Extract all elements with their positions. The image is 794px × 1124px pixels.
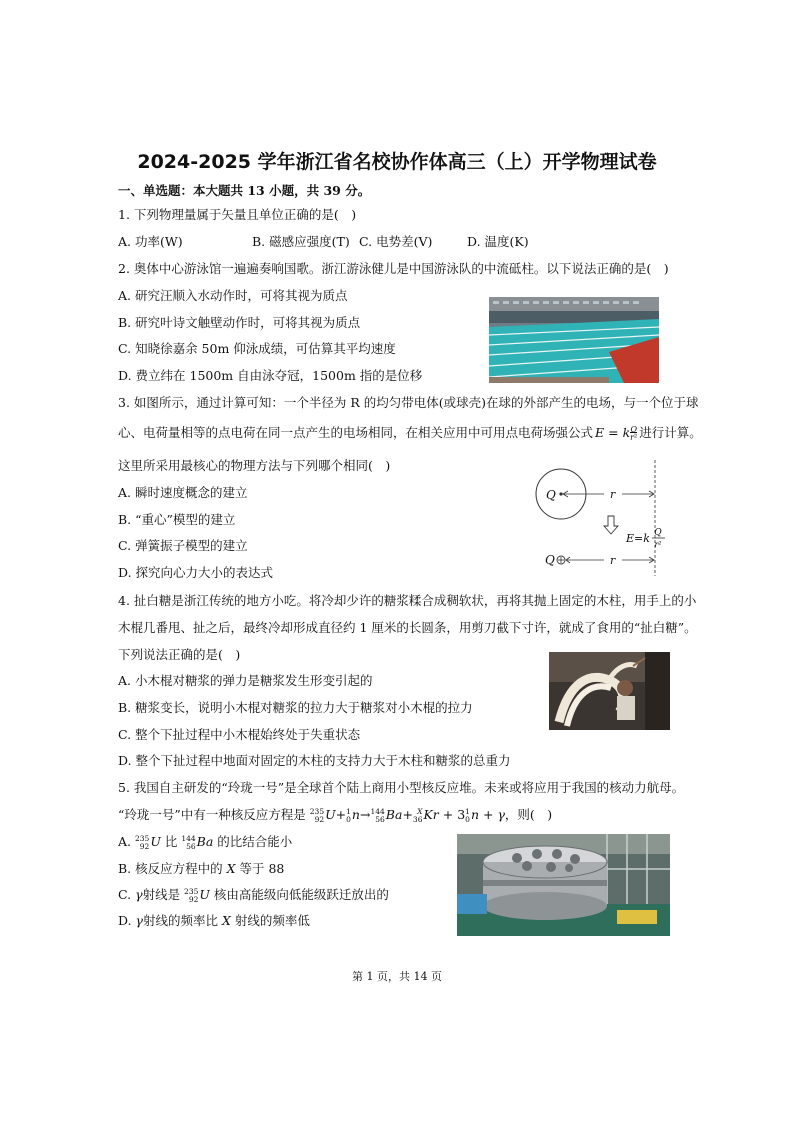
label-q-bottom: Q (545, 553, 555, 567)
q5-option-a: A. 235 92U 比 144 56Ba 的比结合能小 (118, 833, 293, 851)
q1-stem: 1. 下列物理量属于矢量且单位正确的是( ) (118, 207, 357, 222)
q5-line2: “玲珑一号”中有一种核反应方程是 235 92U+1 0n→144 56Ba+ X 36Kr + 31 0n + γ，则( ) (118, 806, 553, 824)
q4-line3: 下列说法正确的是( ) (118, 647, 241, 662)
sugar-pulling-photo (549, 652, 670, 730)
q5-option-b: B. 核反应方程中的 X 等于 88 (118, 861, 285, 876)
field-formula: $E = k\frac{Q}{\text{r²}}$ (595, 424, 638, 442)
q5-option-c: C. γ射线是 235 92U 核由高能级向低能级跃迁放出的 (118, 886, 389, 904)
q1-option-c: C. 电势差(V) (359, 234, 433, 249)
q4-option-a: A. 小木棍对糖浆的弹力是糖浆发生形变引起的 (118, 673, 373, 688)
q3-option-c: C. 弹簧振子模型的建立 (118, 538, 248, 553)
point-charge-diagram (528, 458, 668, 578)
nuclear-equation: 235 92U+1 0n→144 56Ba+ X 36Kr + 31 0n + γ (309, 806, 505, 824)
q2-option-b: B. 研究叶诗文触壁动作时，可将其视为质点 (118, 315, 361, 330)
label-q-top: Q (546, 488, 556, 502)
down-arrow-icon (604, 516, 618, 534)
label-eq-left: E=k (626, 532, 650, 545)
page-title: 2024-2025 学年浙江省名校协作体高三（上）开学物理试卷 (137, 151, 657, 173)
q1-option-b: B. 磁感应强度(T) (252, 234, 350, 249)
q3-line2: 心、电荷量相等的点电荷在同一点产生的电场相同，在相关应用中可用点电荷场强公式 $E = k\frac{Q}{\text{r²}}$ 进行计算。 (118, 424, 702, 442)
q4-option-c: C. 整个下扯过程中小木棍始终处于失重状态 (118, 727, 361, 742)
q4-option-b: B. 糖浆变长，说明小木棍对糖浆的拉力大于糖浆对小木棍的拉力 (118, 700, 473, 715)
q4-line2: 木棍几番甩、扯之后，最终冷却形成直径约 1 厘米的长圆条，用剪刀截下寸许，就成了食用的“扯白糖”。 (118, 620, 697, 635)
q3-option-d: D. 探究向心力大小的表达式 (118, 565, 274, 580)
label-r-bottom: r (610, 554, 616, 567)
q2-option-c: C. 知晓徐嘉余 50m 仰泳成绩，可估算其平均速度 (118, 341, 396, 356)
q1-option-a: A. 功率(W) (118, 234, 183, 249)
q3-option-b: B. “重心”模型的建立 (118, 512, 236, 527)
section-heading: 一、单选题：本大题共 13 小题，共 39 分。 (118, 183, 371, 198)
q2-option-a: A. 研究汪顺入水动作时，可将其视为质点 (118, 288, 348, 303)
page-footer: 第 1 页，共 14 页 (352, 970, 442, 983)
q3-line1: 3. 如图所示，通过计算可知：一个半径为 R 的均匀带电体(或球壳)在球的外部产生的电场，与一个位于球 (118, 395, 699, 410)
q5-option-d: D. γ射线的频率比 X 射线的频率低 (118, 913, 310, 928)
label-eq-den: r² (654, 540, 662, 549)
label-eq-num: Q (654, 528, 662, 538)
swimming-pool-photo (489, 297, 659, 383)
q5-line1: 5. 我国自主研发的“玲珑一号”是全球首个陆上商用小型核反应堆。未来或将应用于我国的核动力航母。 (118, 780, 685, 795)
q2-option-d: D. 费立纬在 1500m 自由泳夺冠，1500m 指的是位移 (118, 368, 423, 383)
reactor-photo (457, 834, 670, 936)
q4-option-d: D. 整个下扯过程中地面对固定的木柱的支持力大于木柱和糖浆的总重力 (118, 753, 511, 768)
q2-stem: 2. 奥体中心游泳馆一遍遍奏响国歌。浙江游泳健儿是中国游泳队的中流砥柱。以下说法正确的是( ) (118, 261, 669, 276)
label-r-top: r (610, 488, 616, 501)
q4-line1: 4. 扯白糖是浙江传统的地方小吃。将冷却少许的糖浆糅合成稠软状，再将其抛上固定的木柱，用手上的小 (118, 593, 697, 608)
q1-option-d: D. 温度(K) (467, 234, 529, 249)
q3-line3: 这里所采用最核心的物理方法与下列哪个相同( ) (118, 458, 391, 473)
q3-option-a: A. 瞬时速度概念的建立 (118, 485, 248, 500)
